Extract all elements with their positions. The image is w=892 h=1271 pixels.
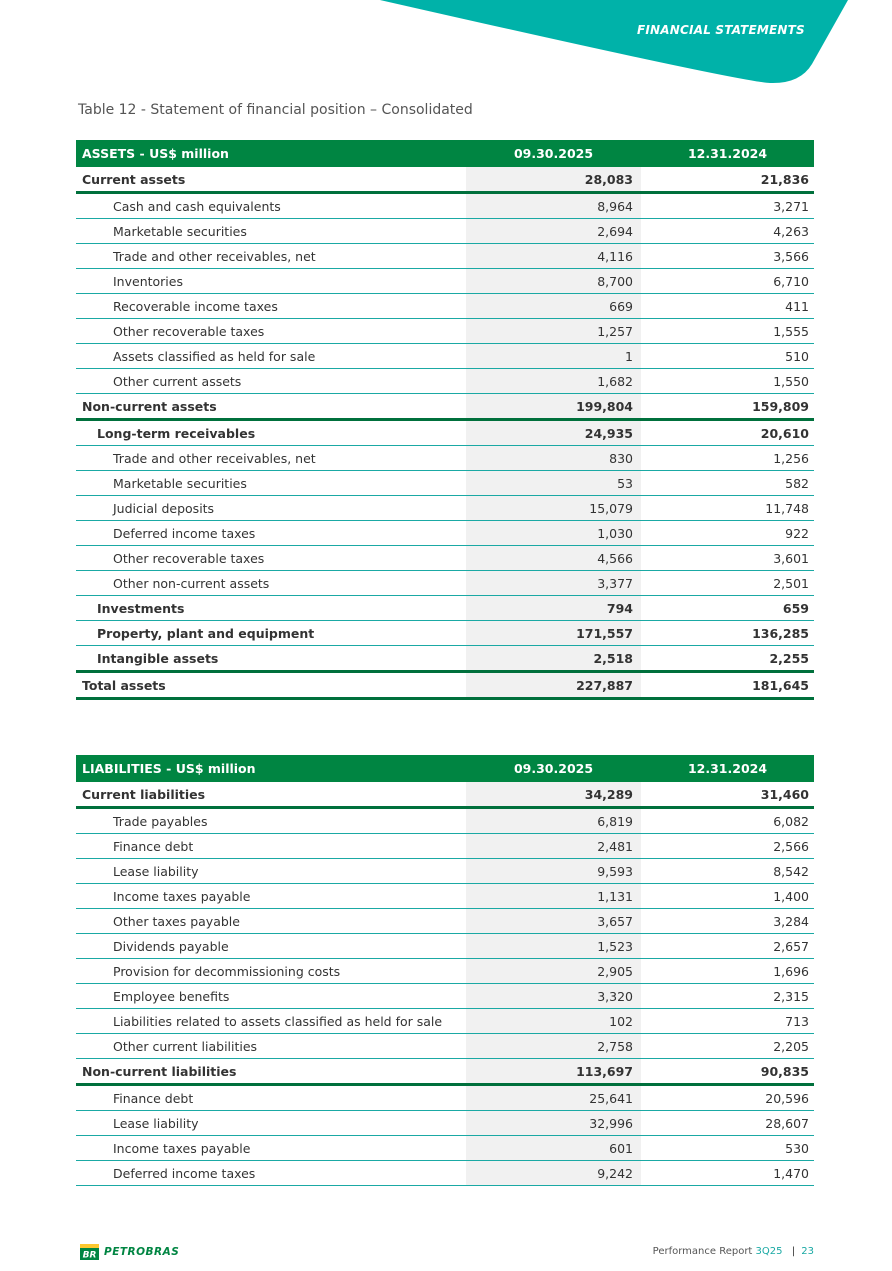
row-label: Employee benefits xyxy=(76,984,466,1009)
value-2024: 31,460 xyxy=(641,782,814,808)
value-2025: 2,694 xyxy=(466,219,641,244)
value-2024: 530 xyxy=(641,1136,814,1161)
table-row xyxy=(76,834,814,859)
logo-text: PETROBRAS xyxy=(104,1246,180,1258)
row-label: Other recoverable taxes xyxy=(76,319,466,344)
value-2025: 1,131 xyxy=(466,884,641,909)
liabilities-header-date-2: 12.31.2024 xyxy=(641,755,814,782)
footer-separator: | xyxy=(791,1246,796,1257)
value-2024: 510 xyxy=(641,344,814,369)
header-banner xyxy=(0,0,892,90)
row-label: Total assets xyxy=(76,672,466,699)
value-2025: 199,804 xyxy=(466,394,641,420)
value-2024: 2,205 xyxy=(641,1034,814,1059)
value-2025: 4,116 xyxy=(466,244,641,269)
row-label: Trade payables xyxy=(76,808,466,834)
row-label: Other non-current assets xyxy=(76,571,466,596)
assets-header-date-2: 12.31.2024 xyxy=(641,140,814,167)
table-row xyxy=(76,269,814,294)
value-2025: 113,697 xyxy=(466,1059,641,1085)
table-row xyxy=(76,369,814,394)
value-2024: 21,836 xyxy=(641,167,814,193)
table-row xyxy=(76,571,814,596)
value-2025: 1 xyxy=(466,344,641,369)
table-row xyxy=(76,959,814,984)
table-row xyxy=(76,471,814,496)
table-row xyxy=(76,167,814,193)
row-label: Deferred income taxes xyxy=(76,1161,466,1186)
table-row xyxy=(76,546,814,571)
row-label: Inventories xyxy=(76,269,466,294)
value-2025: 102 xyxy=(466,1009,641,1034)
value-2024: 713 xyxy=(641,1009,814,1034)
report-label: Performance Report xyxy=(652,1246,753,1257)
table-row xyxy=(76,672,814,699)
table-row xyxy=(76,808,814,834)
value-2024: 1,550 xyxy=(641,369,814,394)
value-2024: 2,315 xyxy=(641,984,814,1009)
petrobras-logo xyxy=(80,1244,179,1260)
value-2024: 8,542 xyxy=(641,859,814,884)
value-2025: 9,242 xyxy=(466,1161,641,1186)
value-2024: 11,748 xyxy=(641,496,814,521)
table-row xyxy=(76,193,814,219)
table-row xyxy=(76,1111,814,1136)
value-2024: 1,400 xyxy=(641,884,814,909)
row-label: Cash and cash equivalents xyxy=(76,193,466,219)
value-2025: 1,030 xyxy=(466,521,641,546)
value-2025: 2,905 xyxy=(466,959,641,984)
liabilities-header-label: LIABILITIES - US$ million xyxy=(76,755,466,782)
table-row xyxy=(76,782,814,808)
value-2025: 9,593 xyxy=(466,859,641,884)
value-2024: 1,696 xyxy=(641,959,814,984)
liabilities-header-row xyxy=(76,755,814,782)
row-label: Other taxes payable xyxy=(76,909,466,934)
table-row xyxy=(76,1059,814,1085)
table-row xyxy=(76,496,814,521)
page-footer xyxy=(653,1246,814,1257)
value-2024: 20,610 xyxy=(641,420,814,446)
row-label: Income taxes payable xyxy=(76,1136,466,1161)
row-label: Other recoverable taxes xyxy=(76,546,466,571)
value-2025: 8,964 xyxy=(466,193,641,219)
value-2024: 582 xyxy=(641,471,814,496)
value-2025: 2,758 xyxy=(466,1034,641,1059)
table-row xyxy=(76,884,814,909)
assets-header-date-1: 09.30.2025 xyxy=(466,140,641,167)
row-label: Deferred income taxes xyxy=(76,521,466,546)
value-2025: 1,523 xyxy=(466,934,641,959)
row-label: Current liabilities xyxy=(76,782,466,808)
value-2025: 794 xyxy=(466,596,641,621)
value-2025: 601 xyxy=(466,1136,641,1161)
value-2024: 181,645 xyxy=(641,672,814,699)
row-label: Long-term receivables xyxy=(76,420,466,446)
value-2024: 659 xyxy=(641,596,814,621)
row-label: Liabilities related to assets classified as held for sale xyxy=(76,1009,466,1034)
row-label: Lease liability xyxy=(76,859,466,884)
value-2025: 3,377 xyxy=(466,571,641,596)
value-2024: 3,566 xyxy=(641,244,814,269)
table-row xyxy=(76,244,814,269)
value-2024: 1,470 xyxy=(641,1161,814,1186)
value-2025: 2,518 xyxy=(466,646,641,672)
quarter-label: 3Q25 xyxy=(755,1246,783,1257)
value-2024: 136,285 xyxy=(641,621,814,646)
row-label: Marketable securities xyxy=(76,471,466,496)
svg-text:BR: BR xyxy=(82,1250,97,1260)
row-label: Provision for decommissioning costs xyxy=(76,959,466,984)
row-label: Trade and other receivables, net xyxy=(76,244,466,269)
row-label: Other current liabilities xyxy=(76,1034,466,1059)
value-2024: 90,835 xyxy=(641,1059,814,1085)
table-row xyxy=(76,646,814,672)
row-label: Finance debt xyxy=(76,1085,466,1111)
value-2024: 3,601 xyxy=(641,546,814,571)
value-2024: 20,596 xyxy=(641,1085,814,1111)
value-2025: 8,700 xyxy=(466,269,641,294)
value-2024: 4,263 xyxy=(641,219,814,244)
value-2024: 2,255 xyxy=(641,646,814,672)
value-2024: 6,710 xyxy=(641,269,814,294)
value-2025: 830 xyxy=(466,446,641,471)
row-label: Non-current assets xyxy=(76,394,466,420)
value-2025: 2,481 xyxy=(466,834,641,859)
row-label: Non-current liabilities xyxy=(76,1059,466,1085)
liabilities-table xyxy=(76,755,814,1186)
value-2025: 669 xyxy=(466,294,641,319)
value-2025: 3,657 xyxy=(466,909,641,934)
value-2024: 411 xyxy=(641,294,814,319)
value-2025: 1,257 xyxy=(466,319,641,344)
value-2024: 159,809 xyxy=(641,394,814,420)
table-row xyxy=(76,621,814,646)
value-2025: 6,819 xyxy=(466,808,641,834)
row-label: Marketable securities xyxy=(76,219,466,244)
value-2025: 1,682 xyxy=(466,369,641,394)
liabilities-header-date-1: 09.30.2025 xyxy=(466,755,641,782)
table-row xyxy=(76,521,814,546)
value-2024: 2,501 xyxy=(641,571,814,596)
row-label: Finance debt xyxy=(76,834,466,859)
value-2025: 171,557 xyxy=(466,621,641,646)
value-2025: 15,079 xyxy=(466,496,641,521)
table-row xyxy=(76,294,814,319)
value-2025: 25,641 xyxy=(466,1085,641,1111)
table-row xyxy=(76,596,814,621)
row-label: Assets classified as held for sale xyxy=(76,344,466,369)
table-row xyxy=(76,1085,814,1111)
value-2024: 1,555 xyxy=(641,319,814,344)
row-label: Judicial deposits xyxy=(76,496,466,521)
value-2025: 3,320 xyxy=(466,984,641,1009)
row-label: Property, plant and equipment xyxy=(76,621,466,646)
row-label: Other current assets xyxy=(76,369,466,394)
value-2025: 24,935 xyxy=(466,420,641,446)
table-row xyxy=(76,420,814,446)
row-label: Lease liability xyxy=(76,1111,466,1136)
value-2024: 1,256 xyxy=(641,446,814,471)
assets-header-row xyxy=(76,140,814,167)
table-row xyxy=(76,934,814,959)
br-logo-icon xyxy=(80,1244,99,1260)
table-row xyxy=(76,446,814,471)
value-2024: 3,284 xyxy=(641,909,814,934)
table-row xyxy=(76,394,814,420)
row-label: Recoverable income taxes xyxy=(76,294,466,319)
section-title: FINANCIAL STATEMENTS xyxy=(637,23,805,37)
value-2024: 3,271 xyxy=(641,193,814,219)
row-label: Dividends payable xyxy=(76,934,466,959)
table-row xyxy=(76,1009,814,1034)
value-2025: 32,996 xyxy=(466,1111,641,1136)
row-label: Intangible assets xyxy=(76,646,466,672)
table-row xyxy=(76,1034,814,1059)
row-label: Current assets xyxy=(76,167,466,193)
value-2024: 2,657 xyxy=(641,934,814,959)
row-label: Trade and other receivables, net xyxy=(76,446,466,471)
row-label: Investments xyxy=(76,596,466,621)
value-2025: 53 xyxy=(466,471,641,496)
assets-header-label: ASSETS - US$ million xyxy=(76,140,466,167)
value-2024: 922 xyxy=(641,521,814,546)
value-2024: 6,082 xyxy=(641,808,814,834)
table-row xyxy=(76,1136,814,1161)
value-2024: 28,607 xyxy=(641,1111,814,1136)
table-row xyxy=(76,319,814,344)
value-2025: 227,887 xyxy=(466,672,641,699)
table-row xyxy=(76,1161,814,1186)
value-2024: 2,566 xyxy=(641,834,814,859)
table-caption: Table 12 - Statement of financial position – Consolidated xyxy=(78,102,473,118)
table-row xyxy=(76,909,814,934)
value-2025: 4,566 xyxy=(466,546,641,571)
table-row xyxy=(76,984,814,1009)
value-2025: 34,289 xyxy=(466,782,641,808)
table-row xyxy=(76,219,814,244)
table-row xyxy=(76,859,814,884)
page-number: 23 xyxy=(801,1246,814,1257)
value-2025: 28,083 xyxy=(466,167,641,193)
row-label: Income taxes payable xyxy=(76,884,466,909)
table-row xyxy=(76,344,814,369)
assets-table xyxy=(76,140,814,700)
